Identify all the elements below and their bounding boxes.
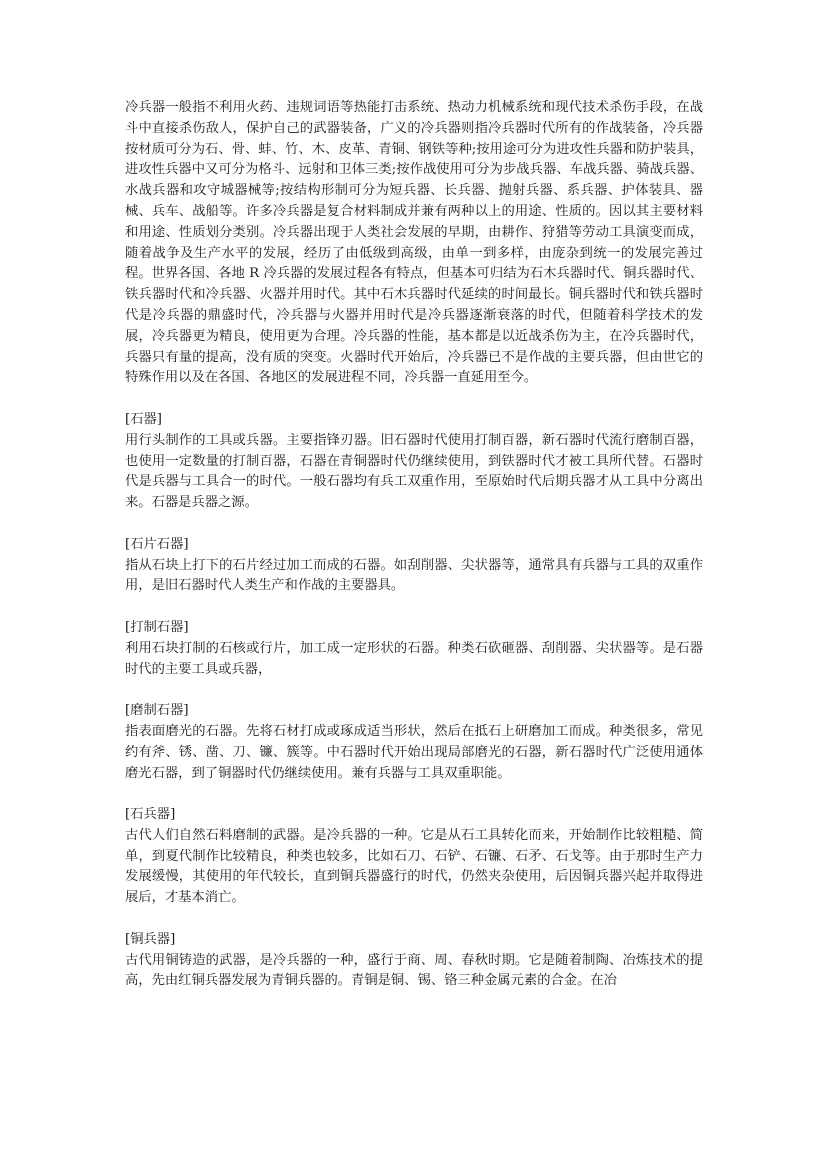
section-body: 古代人们自然石料磨制的武器。是冷兵器的一种。它是从石工具转化而来，开始制作比较粗糙、简单，到夏代制作比较精良，种类也较多，比如石刀、石铲、石镰、石矛、石戈等。由于那时生产力发展缓慢，其使用的年代较长，直到铜兵器盛行的时代，仍然夹杂使用，后因铜兵器兴起并取得进展后，才基本消亡。: [125, 827, 703, 906]
section-title: [石兵器]: [125, 807, 176, 823]
intro-paragraph: 冷兵器一般指不利用火药、违规词语等热能打击系统、热动力机械系统和现代技术杀伤手段，在战斗中直接杀伤敌人，保护自己的武器装备，广义的冷兵器则指冷兵器时代所有的作战装备，冷兵器按材质可分为石、骨、蚌、竹、木、皮革、青铜、钢铁等种;按用途可分为进攻性兵器和防护装具，进攻性兵器中又可分为格斗、远射和卫体三类;按作战使用可分为步战兵器、车战兵器、骑战兵器、水战兵器和攻守城器械等;按结构形制可分为短兵器、长兵器、抛射兵器、系兵器、护体装具、器械、兵车、战船等。许多冷兵器是复合材料制成并兼有两种以上的用途、性质的。因以其主要材料和用途、性质划分类别。冷兵器出现于人类社会发展的早期，由耕作、狩猎等劳动工具演变而成，随着战争及生产水平的发展，经历了由低级到高级，由单一到多样，由庞杂到统一的发展完善过程。世界各国、各地 R 冷兵器的发展过程各有特点，但基本可归结为石木兵器时代、铜兵器时代、铁兵器时代和冷兵器、火器并用时代。其中石木兵器时代延续的时间最长。铜兵器时代和铁兵器时代是冷兵器的鼎盛时代，冷兵器与火器并用时代是冷兵器逐渐衰落的时代，但随着科学技术的发展，冷兵器更为精良，使用更为合理。冷兵器的性能，基本都是以近战杀伤为主，在冷兵器时代，兵器只有量的提高，没有质的突变。火器时代开始后，冷兵器已不是作战的主要兵器，但由世它的特殊作用以及在各国、各地区的发展进程不同，冷兵器一直延用至今。: [125, 100, 703, 386]
section-title: [铜兵器]: [125, 931, 176, 947]
section-title: [磨制石器]: [125, 703, 189, 719]
document-page: [125, 98, 703, 992]
section-polished-tools: [125, 701, 703, 784]
section-body: 指从石块上打下的石片经过加工而成的石器。如刮削器、尖状器等，通常具有兵器与工具的双重作用，是旧石器时代人类生产和作战的主要器具。: [125, 557, 703, 594]
section-chipped-tools: [125, 618, 703, 680]
section-body: 古代用铜铸造的武器，是冷兵器的一种，盛行于商、周、春秋时期。它是随着制陶、冶炼技术的提高，先由红铜兵器发展为青铜兵器的。青铜是铜、锡、铬三种金属元素的合金。在冶: [125, 952, 703, 989]
section-title: [石器]: [125, 411, 162, 427]
section-title: [石片石器]: [125, 536, 189, 552]
section-body: 用行头制作的工具或兵器。主要指锋刃器。旧石器时代使用打制百器，新石器时代流行磨制百器，也使用一定数量的打制百器，石器在青铜器时代仍继续使用，到铁器时代才被工具所代替。石器时代是兵器与工具合一的时代。一般石器均有兵工双重作用，至原始时代后期兵器才从工具中分离出来。石器是兵器之源。: [125, 432, 703, 511]
section-body: 利用石块打制的石核或行片，加工成一定形状的石器。种类石砍砸器、刮削器、尖状器等。是石器时代的主要工具或兵器，: [125, 640, 703, 677]
section-body: 指表面磨光的石器。先将石材打成或琢成适当形状，然后在抵石上研磨加工而成。种类很多，常见约有斧、锈、凿、刀、镰、簇等。中石器时代开始出现局部磨光的石器，新石器时代广泛使用通体磨光石器，到了铜器时代仍继续使用。兼有兵器与工具双重职能。: [125, 723, 703, 781]
section-stone-weapons: [125, 805, 703, 909]
section-title: [打制石器]: [125, 619, 189, 635]
section-bronze-weapons: [125, 930, 703, 992]
section-flake-tools: [125, 535, 703, 597]
section-stone-tools: [125, 410, 703, 514]
